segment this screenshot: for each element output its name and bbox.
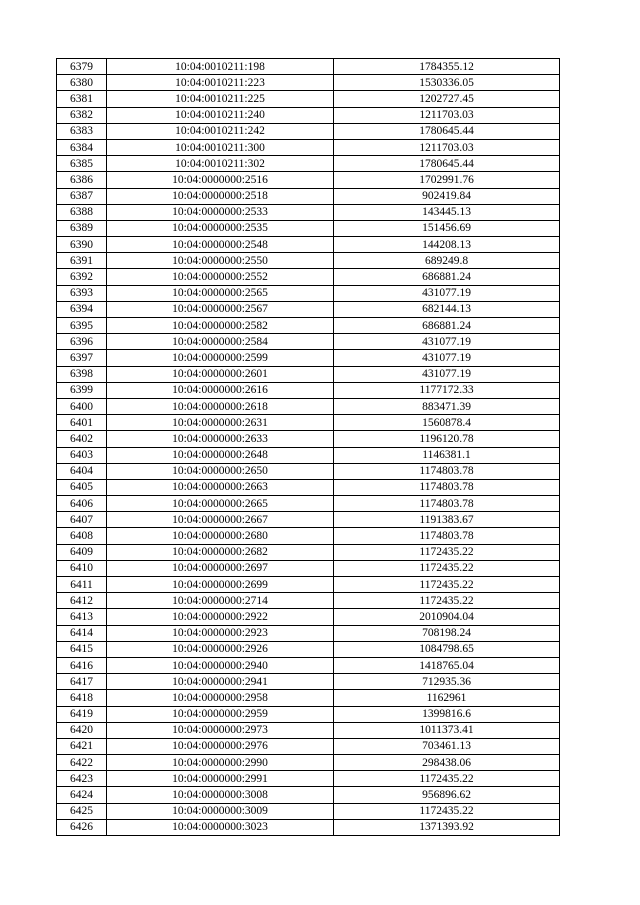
- table-row: [57, 285, 560, 301]
- row-number-cell: 6399: [57, 382, 107, 398]
- row-number-cell: 6417: [57, 674, 107, 690]
- table-row: [57, 463, 560, 479]
- row-number-cell: 6398: [57, 366, 107, 382]
- table-row: [57, 560, 560, 576]
- row-number-cell: 6384: [57, 139, 107, 155]
- table-body: [57, 59, 560, 836]
- table-row: [57, 139, 560, 155]
- table-row: [57, 528, 560, 544]
- row-number-cell: 6405: [57, 479, 107, 495]
- row-number-cell: 6415: [57, 641, 107, 657]
- cadastral-number-cell: 10:04:0000000:2567: [107, 301, 334, 317]
- value-cell: 2010904.04: [334, 609, 560, 625]
- table-row: [57, 188, 560, 204]
- table-row: [57, 318, 560, 334]
- cadastral-number-cell: 10:04:0000000:2699: [107, 577, 334, 593]
- row-number-cell: 6381: [57, 91, 107, 107]
- cadastral-number-cell: 10:04:0000000:2550: [107, 253, 334, 269]
- value-cell: 902419.84: [334, 188, 560, 204]
- row-number-cell: 6380: [57, 75, 107, 91]
- data-table: [56, 58, 560, 836]
- cadastral-number-cell: 10:04:0000000:2714: [107, 593, 334, 609]
- value-cell: 1174803.78: [334, 463, 560, 479]
- row-number-cell: 6394: [57, 301, 107, 317]
- table-row: [57, 447, 560, 463]
- row-number-cell: 6388: [57, 204, 107, 220]
- table-row: [57, 609, 560, 625]
- value-cell: 431077.19: [334, 366, 560, 382]
- value-cell: 883471.39: [334, 398, 560, 414]
- table-row: [57, 479, 560, 495]
- cadastral-number-cell: 10:04:0000000:2599: [107, 350, 334, 366]
- value-cell: 1177172.33: [334, 382, 560, 398]
- value-cell: 712935.36: [334, 674, 560, 690]
- row-number-cell: 6413: [57, 609, 107, 625]
- table-row: [57, 690, 560, 706]
- cadastral-number-cell: 10:04:0010211:242: [107, 123, 334, 139]
- cadastral-number-cell: 10:04:0000000:2663: [107, 479, 334, 495]
- table-row: [57, 819, 560, 835]
- cadastral-number-cell: 10:04:0010211:240: [107, 107, 334, 123]
- cadastral-number-cell: 10:04:0000000:2958: [107, 690, 334, 706]
- row-number-cell: 6397: [57, 350, 107, 366]
- row-number-cell: 6406: [57, 496, 107, 512]
- value-cell: 686881.24: [334, 269, 560, 285]
- table-row: [57, 220, 560, 236]
- row-number-cell: 6404: [57, 463, 107, 479]
- cadastral-number-cell: 10:04:0000000:2535: [107, 220, 334, 236]
- table-row: [57, 512, 560, 528]
- value-cell: 1174803.78: [334, 528, 560, 544]
- cadastral-number-cell: 10:04:0000000:2941: [107, 674, 334, 690]
- cadastral-number-cell: 10:04:0000000:3009: [107, 803, 334, 819]
- cadastral-number-cell: 10:04:0000000:3023: [107, 819, 334, 835]
- row-number-cell: 6418: [57, 690, 107, 706]
- value-cell: 1191383.67: [334, 512, 560, 528]
- table-row: [57, 722, 560, 738]
- cadastral-number-cell: 10:04:0000000:2667: [107, 512, 334, 528]
- table-row: [57, 674, 560, 690]
- value-cell: 1399816.6: [334, 706, 560, 722]
- row-number-cell: 6379: [57, 59, 107, 75]
- cadastral-number-cell: 10:04:0000000:2665: [107, 496, 334, 512]
- table-row: [57, 107, 560, 123]
- row-number-cell: 6395: [57, 318, 107, 334]
- cadastral-number-cell: 10:04:0000000:2582: [107, 318, 334, 334]
- table-row: [57, 350, 560, 366]
- table-row: [57, 803, 560, 819]
- value-cell: 1162961: [334, 690, 560, 706]
- value-cell: 686881.24: [334, 318, 560, 334]
- value-cell: 1084798.65: [334, 641, 560, 657]
- table-row: [57, 301, 560, 317]
- table-row: [57, 577, 560, 593]
- value-cell: 1702991.76: [334, 172, 560, 188]
- cadastral-number-cell: 10:04:0000000:2923: [107, 625, 334, 641]
- value-cell: 1560878.4: [334, 415, 560, 431]
- cadastral-number-cell: 10:04:0000000:2584: [107, 334, 334, 350]
- row-number-cell: 6392: [57, 269, 107, 285]
- value-cell: 1172435.22: [334, 803, 560, 819]
- row-number-cell: 6424: [57, 787, 107, 803]
- row-number-cell: 6423: [57, 771, 107, 787]
- cadastral-number-cell: 10:04:0000000:2682: [107, 544, 334, 560]
- table-row: [57, 75, 560, 91]
- value-cell: 1172435.22: [334, 593, 560, 609]
- cadastral-number-cell: 10:04:0000000:2601: [107, 366, 334, 382]
- value-cell: 703461.13: [334, 738, 560, 754]
- row-number-cell: 6411: [57, 577, 107, 593]
- table-row: [57, 334, 560, 350]
- table-row: [57, 237, 560, 253]
- value-cell: 1418765.04: [334, 657, 560, 673]
- value-cell: 1530336.05: [334, 75, 560, 91]
- cadastral-number-cell: 10:04:0000000:2516: [107, 172, 334, 188]
- table-row: [57, 641, 560, 657]
- table-row: [57, 172, 560, 188]
- table-row: [57, 431, 560, 447]
- row-number-cell: 6396: [57, 334, 107, 350]
- row-number-cell: 6412: [57, 593, 107, 609]
- value-cell: 708198.24: [334, 625, 560, 641]
- table-row: [57, 156, 560, 172]
- row-number-cell: 6385: [57, 156, 107, 172]
- value-cell: 151456.69: [334, 220, 560, 236]
- cadastral-number-cell: 10:04:0000000:2922: [107, 609, 334, 625]
- value-cell: 1780645.44: [334, 123, 560, 139]
- table-row: [57, 415, 560, 431]
- cadastral-number-cell: 10:04:0010211:198: [107, 59, 334, 75]
- cadastral-number-cell: 10:04:0000000:2618: [107, 398, 334, 414]
- value-cell: 144208.13: [334, 237, 560, 253]
- row-number-cell: 6387: [57, 188, 107, 204]
- value-cell: 689249.8: [334, 253, 560, 269]
- table-row: [57, 366, 560, 382]
- table-row: [57, 657, 560, 673]
- cadastral-number-cell: 10:04:0000000:2548: [107, 237, 334, 253]
- table-row: [57, 771, 560, 787]
- cadastral-number-cell: 10:04:0000000:2533: [107, 204, 334, 220]
- row-number-cell: 6407: [57, 512, 107, 528]
- cadastral-number-cell: 10:04:0000000:2518: [107, 188, 334, 204]
- row-number-cell: 6421: [57, 738, 107, 754]
- row-number-cell: 6426: [57, 819, 107, 835]
- table-row: [57, 269, 560, 285]
- row-number-cell: 6393: [57, 285, 107, 301]
- cadastral-number-cell: 10:04:0010211:300: [107, 139, 334, 155]
- cadastral-number-cell: 10:04:0000000:2959: [107, 706, 334, 722]
- value-cell: 682144.13: [334, 301, 560, 317]
- cadastral-number-cell: 10:04:0000000:2631: [107, 415, 334, 431]
- table-row: [57, 59, 560, 75]
- table-row: [57, 625, 560, 641]
- row-number-cell: 6383: [57, 123, 107, 139]
- value-cell: 1172435.22: [334, 771, 560, 787]
- cadastral-number-cell: 10:04:0000000:2973: [107, 722, 334, 738]
- row-number-cell: 6416: [57, 657, 107, 673]
- cadastral-number-cell: 10:04:0000000:3008: [107, 787, 334, 803]
- value-cell: 1011373.41: [334, 722, 560, 738]
- cadastral-number-cell: 10:04:0000000:2616: [107, 382, 334, 398]
- value-cell: 956896.62: [334, 787, 560, 803]
- row-number-cell: 6390: [57, 237, 107, 253]
- value-cell: 1196120.78: [334, 431, 560, 447]
- value-cell: 1174803.78: [334, 496, 560, 512]
- cadastral-number-cell: 10:04:0000000:2697: [107, 560, 334, 576]
- value-cell: 1172435.22: [334, 577, 560, 593]
- row-number-cell: 6414: [57, 625, 107, 641]
- value-cell: 143445.13: [334, 204, 560, 220]
- row-number-cell: 6422: [57, 755, 107, 771]
- cadastral-number-cell: 10:04:0000000:2926: [107, 641, 334, 657]
- value-cell: 1784355.12: [334, 59, 560, 75]
- value-cell: 1780645.44: [334, 156, 560, 172]
- row-number-cell: 6391: [57, 253, 107, 269]
- value-cell: 1172435.22: [334, 544, 560, 560]
- table-row: [57, 496, 560, 512]
- row-number-cell: 6386: [57, 172, 107, 188]
- table-row: [57, 91, 560, 107]
- cadastral-number-cell: 10:04:0000000:2680: [107, 528, 334, 544]
- table-row: [57, 253, 560, 269]
- value-cell: 431077.19: [334, 334, 560, 350]
- row-number-cell: 6403: [57, 447, 107, 463]
- table-row: [57, 204, 560, 220]
- table-row: [57, 382, 560, 398]
- table-row: [57, 738, 560, 754]
- cadastral-number-cell: 10:04:0010211:223: [107, 75, 334, 91]
- value-cell: 298438.06: [334, 755, 560, 771]
- table-row: [57, 123, 560, 139]
- value-cell: 1146381.1: [334, 447, 560, 463]
- cadastral-number-cell: 10:04:0000000:2552: [107, 269, 334, 285]
- value-cell: 1211703.03: [334, 107, 560, 123]
- cadastral-number-cell: 10:04:0000000:2565: [107, 285, 334, 301]
- row-number-cell: 6409: [57, 544, 107, 560]
- cadastral-number-cell: 10:04:0000000:2991: [107, 771, 334, 787]
- table-row: [57, 398, 560, 414]
- table-row: [57, 706, 560, 722]
- value-cell: 1211703.03: [334, 139, 560, 155]
- cadastral-number-cell: 10:04:0000000:2650: [107, 463, 334, 479]
- row-number-cell: 6382: [57, 107, 107, 123]
- row-number-cell: 6401: [57, 415, 107, 431]
- table-row: [57, 755, 560, 771]
- row-number-cell: 6400: [57, 398, 107, 414]
- row-number-cell: 6420: [57, 722, 107, 738]
- table-row: [57, 544, 560, 560]
- row-number-cell: 6419: [57, 706, 107, 722]
- row-number-cell: 6389: [57, 220, 107, 236]
- table-row: [57, 787, 560, 803]
- cadastral-number-cell: 10:04:0000000:2940: [107, 657, 334, 673]
- value-cell: 1172435.22: [334, 560, 560, 576]
- cadastral-number-cell: 10:04:0010211:302: [107, 156, 334, 172]
- row-number-cell: 6425: [57, 803, 107, 819]
- row-number-cell: 6408: [57, 528, 107, 544]
- cadastral-number-cell: 10:04:0010211:225: [107, 91, 334, 107]
- cadastral-number-cell: 10:04:0000000:2648: [107, 447, 334, 463]
- cadastral-number-cell: 10:04:0000000:2990: [107, 755, 334, 771]
- value-cell: 1371393.92: [334, 819, 560, 835]
- cadastral-number-cell: 10:04:0000000:2976: [107, 738, 334, 754]
- value-cell: 1202727.45: [334, 91, 560, 107]
- row-number-cell: 6410: [57, 560, 107, 576]
- value-cell: 431077.19: [334, 350, 560, 366]
- value-cell: 431077.19: [334, 285, 560, 301]
- value-cell: 1174803.78: [334, 479, 560, 495]
- row-number-cell: 6402: [57, 431, 107, 447]
- table-row: [57, 593, 560, 609]
- cadastral-number-cell: 10:04:0000000:2633: [107, 431, 334, 447]
